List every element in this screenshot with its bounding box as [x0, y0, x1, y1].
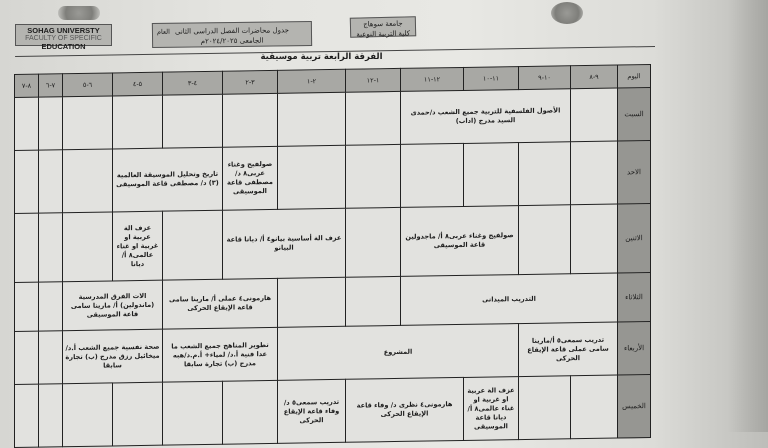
- empty-cell: [15, 331, 39, 384]
- empty-cell: [39, 213, 63, 282]
- day-saturday: السبت: [618, 87, 651, 141]
- col-header-9-10: ١٠-٩: [519, 66, 571, 90]
- col-header-8-9: ٩-٨: [571, 65, 618, 89]
- empty-cell: [571, 204, 618, 274]
- day-tuesday: الثلاثاء: [618, 272, 651, 322]
- empty-cell: [346, 276, 401, 326]
- schedule-title: جدول محاضرات الفصل الدراسى الثانى: [174, 26, 289, 36]
- empty-cell: [571, 141, 618, 205]
- class-solfege-sunday: صولفيج وغناء عربى٨ د/ مصطفى قاعة الموسيقى: [223, 146, 278, 210]
- row-monday: [15, 203, 651, 282]
- university-name-box-english: [15, 24, 112, 51]
- empty-cell: [163, 210, 223, 280]
- empty-cell: [163, 94, 223, 148]
- class-title: الفرقة الرابعة تربية موسيقية: [260, 52, 383, 62]
- row-sunday: [15, 140, 651, 213]
- empty-cell: [15, 282, 39, 331]
- university-logo-icon: [551, 2, 583, 24]
- col-header-4-5: ٥-٤: [113, 72, 163, 96]
- empty-cell: [163, 381, 223, 445]
- schedule-table: [14, 64, 651, 448]
- empty-cell: [519, 205, 571, 275]
- empty-cell: [571, 88, 618, 142]
- class-harmony-practical: هارمونى٤ عملى أ/ مارينا سامى قاعة الإيقاع الحركى: [163, 278, 278, 329]
- class-music-history: تاريخ وتحليل الموسيقة العالمية (٣) د/ مصطفى قاعة الموسيقى: [113, 147, 223, 212]
- col-header-11-12: ١٢-١١: [401, 67, 464, 91]
- class-project: المشروع: [278, 324, 519, 381]
- empty-cell: [223, 93, 278, 147]
- empty-cell: [401, 143, 464, 207]
- col-header-2-3: ٣-٢: [223, 70, 278, 94]
- page-edge-shadow: [728, 0, 768, 432]
- schedule-table-wrapper: [14, 64, 650, 442]
- empty-cell: [15, 384, 39, 447]
- day-sunday: الاحد: [618, 140, 651, 204]
- empty-cell: [39, 384, 63, 447]
- empty-cell: [39, 150, 63, 213]
- row-thursday: [15, 374, 651, 447]
- empty-cell: [113, 382, 163, 446]
- col-header-7-8: ٨-٧: [15, 74, 39, 97]
- col-header-1-2: ٢-١: [278, 69, 346, 93]
- empty-cell: [63, 212, 113, 282]
- class-instrument-monday: عزف الة عربية او غربية او غناء عالمى٨ أ/ ديانا: [113, 211, 163, 281]
- class-ear-training-thursday: تدريب سمعى٥ د/ وفاء قاعة الإيقاع الحركى: [278, 379, 346, 443]
- empty-cell: [278, 277, 346, 327]
- empty-cell: [519, 142, 571, 206]
- university-name-box-arabic: [350, 16, 416, 37]
- col-header-5-6: ٦-٥: [63, 73, 113, 97]
- class-instrument-thursday: عزف الة عربية او غربية او غناء عالمى٨ أ/ ديانا قاعة الموسيقى: [464, 377, 519, 441]
- col-header-12-1: ١-١٢: [346, 68, 401, 92]
- col-header-6-7: ٧-٦: [39, 74, 63, 97]
- class-curriculum-development: تطوير المناهج جميع الشعب ما عدا فنية أ.د/ لمياء+ أ.م.د/هبه مدرج (ب) تجارة سابقا: [163, 327, 278, 382]
- empty-cell: [15, 150, 39, 213]
- empty-cell: [39, 331, 63, 384]
- faculty-name-en-2: EDUCATION: [41, 42, 86, 51]
- university-name-en: SOHAG UNIVERSTY: [27, 26, 100, 35]
- empty-cell: [278, 92, 346, 146]
- empty-cell: [346, 207, 401, 277]
- col-header-day: اليوم: [618, 64, 651, 88]
- day-wednesday: الأربعاء: [618, 321, 651, 375]
- class-mental-health: صحة نفسية جميع الشعب أ.د/ ميخائيل رزق مدرج (ب) تجارة سابقا: [63, 329, 163, 384]
- empty-cell: [39, 282, 63, 331]
- col-header-3-4: ٤-٣: [163, 71, 223, 95]
- empty-cell: [278, 145, 346, 209]
- empty-cell: [346, 144, 401, 208]
- empty-cell: [571, 375, 618, 439]
- class-piano: عزف الة أساسية بيانو٤ أ/ ديانا قاعة البيانو: [223, 208, 346, 279]
- year-label: العام: [156, 27, 170, 36]
- day-thursday: الخميس: [618, 374, 651, 438]
- empty-cell: [15, 97, 39, 150]
- empty-cell: [519, 376, 571, 440]
- empty-cell: [63, 96, 113, 150]
- class-harmony-theory: هارمونى٤ نظرى د/ وفاء قاعة الإيقاع الحركى: [346, 377, 464, 442]
- empty-cell: [113, 95, 163, 149]
- day-monday: الاثنين: [618, 203, 651, 273]
- empty-cell: [464, 143, 519, 207]
- faculty-logo-icon: [58, 6, 100, 20]
- empty-cell: [63, 149, 113, 213]
- empty-cell: [15, 213, 39, 282]
- class-philosophy-foundations: الأصول الفلسفية للتربية جميع الشعب د/حمدى السيد مدرج (اداب): [401, 89, 571, 145]
- class-ear-training-wednesday: تدريب سمعى٥ أ/مارينا سامى عملى قاعة الإيقاع الحركى: [519, 322, 618, 377]
- academic-year: الجامعى ٢٠٢٤/٢٠٢٥م: [200, 36, 264, 46]
- class-field-training: التدريب الميدانى: [401, 273, 618, 325]
- class-solfege-monday: صولفيج وغناء عربى٨ أ/ ماجدولين قاعة الموسيقى: [401, 206, 519, 277]
- faculty-name-en: FACULTY OF SPECIFIC: [25, 35, 102, 42]
- empty-cell: [346, 91, 401, 145]
- col-header-10-11: ١١-١٠: [464, 67, 519, 91]
- university-name-ar: جامعة سوهاج: [363, 19, 403, 29]
- empty-cell: [39, 97, 63, 150]
- class-school-band: الات الفرق المدرسية (ماندولين) أ/ مارينا سامى قاعة الموسيقى: [63, 280, 163, 331]
- empty-cell: [63, 383, 113, 447]
- schedule-title-box: [152, 21, 312, 48]
- faculty-name-ar: كلية التربية النوعية: [356, 29, 411, 39]
- empty-cell: [223, 380, 278, 444]
